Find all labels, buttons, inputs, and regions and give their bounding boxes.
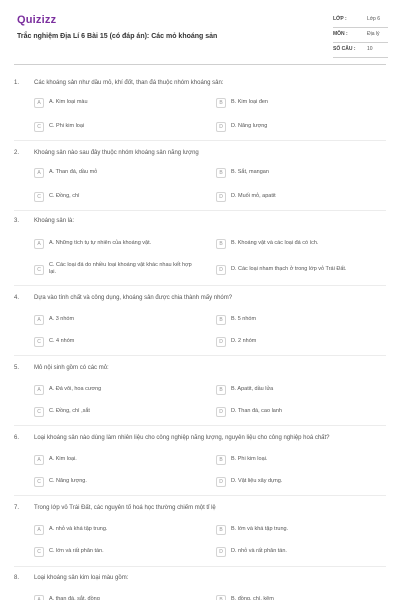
question-number: 2. — [14, 150, 20, 156]
option-text: C. Năng lượng. — [49, 478, 87, 484]
option-c[interactable] — [34, 192, 204, 203]
option-d[interactable] — [216, 477, 386, 488]
option-text: B. 5 nhóm — [231, 316, 257, 322]
question-number: 4. — [14, 295, 20, 301]
meta-grade — [333, 16, 388, 28]
option-d[interactable] — [216, 265, 386, 276]
option-letter-box: C — [34, 192, 44, 202]
option-text: D. 2 nhóm — [231, 338, 257, 344]
option-d[interactable] — [216, 192, 386, 203]
option-a[interactable] — [34, 98, 204, 109]
option-a[interactable] — [34, 239, 204, 250]
option-b[interactable] — [216, 315, 386, 326]
option-b[interactable] — [216, 98, 386, 109]
meta-divider — [333, 42, 388, 43]
option-text: A. Than đá, dầu mỏ — [49, 169, 98, 175]
option-letter-box: D — [216, 477, 226, 487]
option-text: A. Kim loại màu — [49, 99, 88, 105]
quizizz-logo[interactable]: Quizizz — [17, 14, 57, 26]
question-number: 8. — [14, 575, 20, 581]
header-divider — [14, 64, 386, 65]
option-letter-box: B — [216, 239, 226, 249]
worksheet-header — [0, 0, 400, 70]
option-text: C. 4 nhóm — [49, 338, 75, 344]
question-text: Loại khoáng sản nào dùng làm nhiên liệu cho công nghiệp năng lượng, nguyên liệu cho công nghiệp hoá chất? — [34, 435, 330, 441]
option-letter-box: B — [216, 98, 226, 108]
option-a[interactable] — [34, 595, 204, 600]
option-text: B. Sắt, mangan — [231, 169, 269, 175]
meta-subject-value: Địa lý — [367, 31, 380, 37]
question-number: 6. — [14, 435, 20, 441]
option-letter-box: A — [34, 168, 44, 178]
question-text: Loại khoáng sản kim loại màu gồm: — [34, 575, 129, 581]
option-letter-box: B — [216, 385, 226, 395]
option-text: D. Các loại nham thạch ở trong lớp vỏ Trái Đất. — [231, 266, 347, 272]
option-letter-box: A — [34, 239, 44, 249]
option-text: A. nhỏ và khá tập trung. — [49, 526, 108, 532]
meta-count-label: SỐ CÂU : — [333, 46, 356, 52]
option-letter-box: A — [34, 455, 44, 465]
option-letter-box: D — [216, 265, 226, 275]
question-text: Khoáng sản nào sau đây thuộc nhóm khoáng sản năng lượng — [34, 150, 199, 156]
option-a[interactable] — [34, 455, 204, 466]
option-b[interactable] — [216, 168, 386, 179]
option-text: A. Kim loại. — [49, 456, 77, 462]
option-letter-box: C — [34, 477, 44, 487]
option-text: C. Các loại đá do nhiều loại khoáng vật khác nhau kết hợp lại. — [49, 262, 192, 275]
option-text: B. Phi kim loại. — [231, 456, 268, 462]
option-d[interactable] — [216, 407, 386, 418]
question-number: 5. — [14, 365, 20, 371]
option-text: C. Đồng, chì — [49, 193, 80, 199]
option-letter-box: B — [216, 525, 226, 535]
option-d[interactable] — [216, 547, 386, 558]
option-letter-box: A — [34, 315, 44, 325]
meta-grade-value: Lớp 6 — [367, 16, 381, 22]
meta-divider — [333, 57, 388, 58]
question-divider — [14, 566, 386, 567]
meta-divider — [333, 27, 388, 28]
option-c[interactable] — [34, 122, 204, 133]
option-text: D. Vật liệu xây dựng. — [231, 478, 283, 484]
question-divider — [14, 495, 386, 496]
option-letter-box: B — [216, 455, 226, 465]
option-b[interactable] — [216, 525, 386, 536]
option-letter-box: B — [216, 168, 226, 178]
option-text: D. Muối mỏ, apatit — [231, 193, 276, 199]
option-text: B. Kim loại đen — [231, 99, 268, 105]
option-a[interactable] — [34, 525, 204, 536]
option-text: A. than đá, sắt, đồng — [49, 596, 100, 600]
question-divider — [14, 285, 386, 286]
option-letter-box: C — [34, 547, 44, 557]
option-text: C. Đồng, chì ,sắt — [49, 408, 90, 414]
option-letter-box: C — [34, 337, 44, 347]
question-text: Dựa vào tính chất và công dụng, khoáng sản được chia thành mấy nhóm? — [34, 295, 233, 301]
question-divider — [14, 355, 386, 356]
option-letter-box: A — [34, 595, 44, 600]
option-text: D. Than đá, cao lanh — [231, 408, 282, 414]
option-letter-box: B — [216, 595, 226, 600]
option-c[interactable] — [34, 262, 204, 276]
option-a[interactable] — [34, 315, 204, 326]
option-letter-box: C — [34, 265, 44, 275]
question-text: Các khoáng sản như dầu mỏ, khí đốt, than đá thuộc nhóm khoáng sản: — [34, 80, 224, 86]
option-b[interactable] — [216, 239, 386, 250]
meta-subject-label: MÔN : — [333, 31, 348, 37]
option-text: B. lớn và khá tập trung. — [231, 526, 289, 532]
option-c[interactable] — [34, 477, 204, 488]
option-a[interactable] — [34, 385, 204, 396]
option-text: A. Những tích tụ tự nhiên của khoáng vật. — [49, 240, 152, 246]
question-number: 1. — [14, 80, 20, 86]
option-text: D. nhỏ và rất phân tán. — [231, 548, 287, 554]
option-b[interactable] — [216, 385, 386, 396]
option-c[interactable] — [34, 547, 204, 558]
option-letter-box: A — [34, 98, 44, 108]
meta-subject — [333, 31, 388, 43]
page-title: Trắc nghiệm Địa Lí 6 Bài 15 (có đáp án): Các mỏ khoáng sản — [17, 33, 218, 40]
option-text: C. Phi kim loại — [49, 123, 85, 129]
option-letter-box: D — [216, 122, 226, 132]
option-text: B. Khoáng vật và các loại đá có ích. — [231, 240, 319, 246]
question-number: 3. — [14, 218, 20, 224]
option-text: A. 3 nhóm — [49, 316, 75, 322]
option-b[interactable] — [216, 595, 386, 600]
option-text: A. Đá vôi, hoa cương — [49, 386, 102, 392]
option-text: C. lớn và rất phân tán. — [49, 548, 104, 554]
option-text: B. Apatit, dầu lửa — [231, 386, 274, 392]
question-divider — [14, 210, 386, 211]
option-letter-box: D — [216, 192, 226, 202]
question-text: Khoáng sản là: — [34, 218, 75, 224]
option-letter-box: C — [34, 407, 44, 417]
question-text: Mỏ nội sinh gồm có các mỏ: — [34, 365, 109, 371]
option-c[interactable] — [34, 407, 204, 418]
question-text: Trong lớp vỏ Trái Đất, các nguyên tố hoá học thường chiếm một tỉ lệ — [34, 505, 216, 511]
option-b[interactable] — [216, 455, 386, 466]
option-letter-box: D — [216, 547, 226, 557]
option-text: B. đồng, chì, kẽm — [231, 596, 274, 600]
option-c[interactable] — [34, 337, 204, 348]
option-letter-box: D — [216, 337, 226, 347]
option-letter-box: B — [216, 315, 226, 325]
option-letter-box: A — [34, 385, 44, 395]
meta-question-count — [333, 46, 388, 58]
question-divider — [14, 140, 386, 141]
option-letter-box: A — [34, 525, 44, 535]
option-letter-box: D — [216, 407, 226, 417]
option-text: D. Năng lượng — [231, 123, 268, 129]
option-d[interactable] — [216, 337, 386, 348]
question-divider — [14, 425, 386, 426]
option-d[interactable] — [216, 122, 386, 133]
question-number: 7. — [14, 505, 20, 511]
meta-grade-label: LỚP : — [333, 16, 347, 22]
option-letter-box: C — [34, 122, 44, 132]
meta-count-value: 10 — [367, 46, 373, 52]
option-a[interactable] — [34, 168, 204, 179]
